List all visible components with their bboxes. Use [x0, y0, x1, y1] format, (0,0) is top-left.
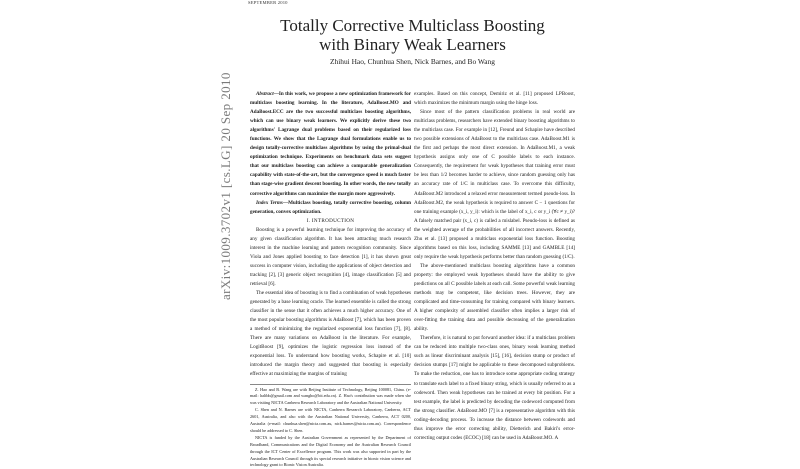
index-terms-label: Index Terms	[256, 200, 283, 206]
body-paragraph: Since most of the pattern classification problems in real world are multiclass problems, researchers have extended binary boosting algorithms to the multiclass case. For example in [12], Freund and Schapire have described two possible extensions of AdaBoost to the multiclass case. AdaBoost.M1 is the first and perhaps the most direct extension. In AdaBoost.M1, a weak hypothesis assigns only one of C possible labels to each instance. Consequently, the requirement for weak hypotheses that training error must be less than 1/2 becomes harder to achieve, since random guessing only has an accuracy rate of 1/C in multiclass case. To overcome this difficulty, AdaBoost.M2 introduced a relaxed error measurement termed pseudo-loss. In AdaBoost.M2, the weak hypothesis is required to answer C − 1 questions for one training example (x_i, y_i): which is the label of x_i, c or y_i (∀c ≠ y_i)? A falsely matched pair (x_i, c) is called a mislabel. Pseudo-loss is defined as the weighted average of the probabilities of all incorrect answers. Recently, Zhu et al. [13] proposed a multiclass exponential loss function. Boosting algorithms based on this loss, including SAMME [13] and GAMBLE [14] only require the weak hypothesis performs better than random guessing (1/C).	[414, 108, 575, 262]
section-heading-introduction: I. INTRODUCTION	[250, 217, 411, 226]
body-paragraph: The above-mentioned multiclass boosting algorithms have a common property: the employed weak hypotheses should have the ability to give predictions on all C possible labels at each call. Some powerful weak learning methods may be competent, like decision trees. However, they are complicated and time-consuming for training compared with binary learners. A higher complexity of assembled classifier often implies a larger risk of over-fitting the training data and possible decreasing of the generalization ability.	[414, 262, 575, 334]
index-terms-text: —Multiclass boosting, totally corrective boosting, column generation, convex optimization.	[250, 200, 411, 215]
abstract-label: Abstract	[256, 91, 274, 97]
body-paragraph: examples. Based on this concept, Demiriz et al. [11] proposed LPBoost, which maximizes the minimum margin using the hinge loss.	[414, 90, 575, 108]
footnotes	[250, 384, 411, 469]
arxiv-identifier: arXiv:1009.3702v1 [cs.LG] 20 Sep 2010	[218, 30, 234, 300]
body-paragraph: Therefore, it is natural to put forward another idea: if a multiclass problem can be reduced into multiple two-class ones, binary weak learning method such as linear discriminant analysis [15], [16], decision stump or product of decision stumps [17] might be applicable to these decomposed subproblems. To make the reduction, one has to introduce some appropriate coding strategy to translate each label to a fixed binary string, which is usually referred to as a codeword. Then weak hypotheses can be trained at every bit position. For a test example, the label is predicted by decoding the codeword computed from the strong classifier. AdaBoost.MO [7] is a representative algorithm with this coding-decoding process. To increase the distance between codewords and thus improve the error correcting ability, Dietterich and Bakiri's error-correcting output codes (ECOC) [18] can be used in AdaBoost.MO. A	[414, 334, 575, 443]
abstract-text: —In this work, we propose a new optimization framework for multiclass boosting learning. In the literature, AdaBoost.MO and AdaBoost.ECC are the two successful multiclass boosting algorithms, which can use binary weak learners. We explicitly derive these two algorithms' Lagrange dual problems based on their regularized loss functions. We show that the Lagrange dual formulations enable us to design totally-corrective multiclass algorithms by using the primal-dual optimization technique. Experiments on benchmark data sets suggest that our multiclass boosting can achieve a comparable generalization capability with state-of-the-art, but the convergence speed is much faster than stage-wise gradient descent boosting. In other words, the new totally corrective algorithms can maximize the margin more aggressively.	[250, 91, 411, 197]
footnote: Z. Hao and B. Wang are with Beijing Institute of Technology, Beijing 100081, China. (e-mail: haltbb@gmail.com and wangbo@bit.edu.cn). Z. Hao's contribution was made when she was visiting NICTA Canberra Research Laboratory and the Australian National University.	[250, 387, 411, 408]
footnote: C. Shen and N. Barnes are with NICTA, Canberra Research Laboratory, Canberra, ACT 2601, Australia, and also with the Australian National University, Canberra, ACT 0200, Australia (e-mail: chunhua.shen@nicta.com.au, nick.barnes@nicta.com.au). Correspondence should be addressed to C. Shen.	[250, 407, 411, 435]
author-list: Zhihui Hao, Chunhua Shen, Nick Barnes, and Bo Wang	[250, 57, 575, 66]
body-paragraph: The essential idea of boosting is to find a combination of weak hypotheses generated by a base learning oracle. The learned ensemble is called the strong classifier in the sense that it often achieves a much higher accuracy. One of the most popular boosting algorithms is AdaBoost [7], which has been proven a method of minimizing the regularized exponential loss function [7], [8]. There are many variations on AdaBoost in the literature. For example, LogitBoost [9], optimizes the logistic regression loss instead of the exponential loss. To understand how boosting works, Schapire et al. [10] introduced the margin theory and suggested that boosting is especially effective at maximizing the margins of training	[250, 289, 411, 379]
running-head: SEPTEMBER 2010	[248, 0, 288, 5]
left-column	[250, 90, 411, 469]
right-column	[414, 90, 575, 443]
index-terms	[250, 199, 411, 217]
footnote: NICTA is funded by the Australian Government as represented by the Department of Broadband, Communications and the Digital Economy and the Australian Research Council through the ICT Center of Excellence program. This work was also supported in part by the Australian Research Council through its special research initiative in bionic vision science and technology grant to Bionic Vision Australia.	[250, 435, 411, 469]
body-paragraph: Boosting is a powerful learning technique for improving the accuracy of any given classification algorithm. It has been attracting much research interest in the machine learning and pattern recognition community. Since Viola and Jones applied boosting to face detection [1], it has shown great success in computer vision, including the applications of object detection and tracking [2], [3] generic object recognition [4], image classification [5] and retrieval [6].	[250, 226, 411, 289]
paper-title-line-2: with Binary Weak Learners	[250, 36, 575, 53]
paper-title-line-1: Totally Corrective Multiclass Boosting	[250, 17, 575, 34]
abstract	[250, 90, 411, 199]
